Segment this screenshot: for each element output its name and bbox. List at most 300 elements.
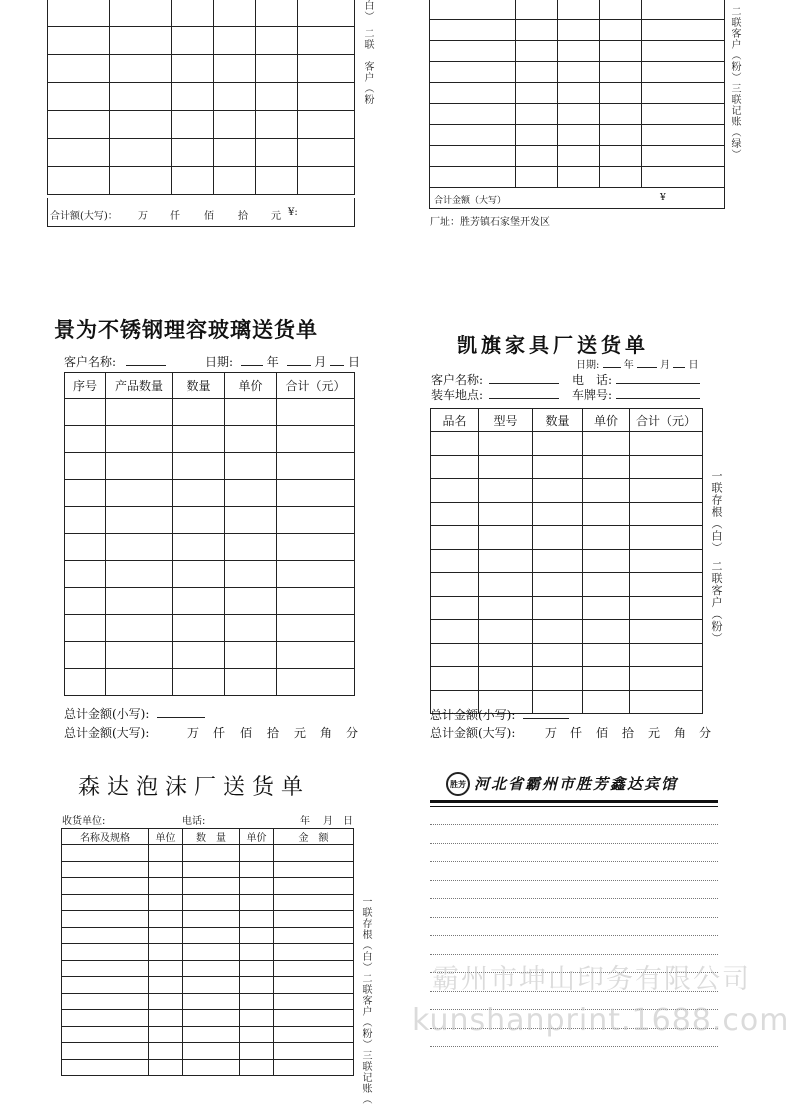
panel-1-table-cell[interactable]	[298, 167, 355, 195]
panel-2-table-cell[interactable]	[558, 104, 600, 125]
panel-4-table-cell[interactable]	[583, 455, 630, 479]
panel-5-table-cell[interactable]	[183, 1010, 240, 1027]
panel-4-table-cell[interactable]	[630, 549, 703, 573]
panel-5-table-cell[interactable]	[183, 861, 240, 878]
panel-3-table-cell[interactable]	[65, 615, 106, 642]
panel-2-table-cell[interactable]	[600, 41, 642, 62]
panel-5-table-cell[interactable]	[183, 1043, 240, 1060]
panel-5-table-cell[interactable]	[62, 1010, 149, 1027]
panel-3-table-cell[interactable]	[106, 534, 173, 561]
panel-5-table-cell[interactable]	[240, 960, 274, 977]
panel-2-table-cell[interactable]	[600, 104, 642, 125]
panel-2-table-cell[interactable]	[430, 41, 516, 62]
panel-4-table-cell[interactable]	[431, 432, 479, 456]
panel-2-table-cell[interactable]	[600, 125, 642, 146]
panel-1-table-cell[interactable]	[110, 167, 172, 195]
panel-5-table-cell[interactable]	[62, 878, 149, 895]
panel-2-table-cell[interactable]	[558, 83, 600, 104]
panel-5-table-row	[62, 911, 354, 928]
panel-3-table-cell[interactable]	[65, 588, 106, 615]
panel-4-table-cell[interactable]	[533, 573, 583, 597]
panel-3-table-cell[interactable]	[277, 561, 355, 588]
panel-4-table-cell[interactable]	[630, 479, 703, 503]
panel-4-table-cell[interactable]	[431, 596, 479, 620]
panel-3-table-cell[interactable]	[106, 615, 173, 642]
panel-4-table-cell[interactable]	[583, 479, 630, 503]
panel-5-table-cell[interactable]	[274, 944, 354, 961]
panel-5-table-cell[interactable]	[183, 878, 240, 895]
panel-3-table-cell[interactable]	[65, 561, 106, 588]
panel-5-table-cell[interactable]	[183, 977, 240, 994]
panel-5-table-cell[interactable]	[62, 894, 149, 911]
panel-2-table-cell[interactable]	[642, 83, 725, 104]
panel-3-table-cell[interactable]	[65, 426, 106, 453]
panel-5-table-cell[interactable]	[274, 1026, 354, 1043]
panel-1-table-cell[interactable]	[214, 0, 256, 27]
panel-5-table-cell[interactable]	[274, 861, 354, 878]
panel-4-plate-field[interactable]	[616, 387, 700, 399]
panel-3-table-cell[interactable]	[277, 642, 355, 669]
panel-5-table-cell[interactable]	[183, 927, 240, 944]
panel-5-table-cell[interactable]	[62, 1026, 149, 1043]
panel-5-table-cell[interactable]	[183, 960, 240, 977]
panel-2-table-cell[interactable]	[430, 20, 516, 41]
panel-2-table-cell[interactable]	[600, 20, 642, 41]
panel-4-table-cell[interactable]	[431, 526, 479, 550]
panel-4-table-row	[431, 455, 703, 479]
panel-1-table-cell[interactable]	[256, 0, 298, 27]
panel-5-table-cell[interactable]	[183, 894, 240, 911]
panel-3-customer-field[interactable]	[126, 354, 166, 366]
panel-1-table-cell[interactable]	[172, 139, 214, 167]
panel-2-table-row	[430, 62, 725, 83]
panel-3-table-cell[interactable]	[277, 426, 355, 453]
panel-1-table-cell[interactable]	[256, 55, 298, 83]
panel-1-table-cell[interactable]	[256, 111, 298, 139]
panel-5-table-cell[interactable]	[240, 927, 274, 944]
panel-2-table-cell[interactable]	[642, 125, 725, 146]
panel-4-table-cell[interactable]	[630, 432, 703, 456]
panel-4-phone-field[interactable]	[616, 372, 700, 384]
panel-3-table-cell[interactable]	[106, 480, 173, 507]
panel-4-table-cell[interactable]	[583, 549, 630, 573]
panel-4-table-cell[interactable]	[583, 526, 630, 550]
panel-2-table-cell[interactable]	[600, 83, 642, 104]
panel-2-table-cell[interactable]	[558, 146, 600, 167]
panel-4-table-cell[interactable]	[583, 596, 630, 620]
panel-3-table-cell[interactable]	[106, 453, 173, 480]
panel-3-table-cell[interactable]	[225, 534, 277, 561]
panel-2-table-cell[interactable]	[516, 83, 558, 104]
panel-5-table-cell[interactable]	[274, 911, 354, 928]
panel-3-total-small-label: 总计金额(小写):	[64, 707, 150, 721]
panel-5-table-cell[interactable]	[183, 944, 240, 961]
panel-5-table-cell[interactable]	[62, 927, 149, 944]
panel-5-table-cell[interactable]	[149, 1059, 183, 1076]
panel-1-table-cell[interactable]	[214, 55, 256, 83]
panel-2-table-cell[interactable]	[600, 146, 642, 167]
panel-5-table-cell[interactable]	[274, 1059, 354, 1076]
panel-5-table-cell[interactable]	[274, 993, 354, 1010]
panel-3-table-cell[interactable]	[277, 588, 355, 615]
panel-3-table-cell[interactable]	[277, 480, 355, 507]
panel-1-table-cell[interactable]	[172, 83, 214, 111]
panel-3-table-cell[interactable]	[173, 426, 225, 453]
panel-2-table-cell[interactable]	[642, 41, 725, 62]
panel-1-table-cell[interactable]	[172, 55, 214, 83]
panel-4-table-cell[interactable]	[583, 690, 630, 714]
panel-2-table-cell[interactable]	[558, 41, 600, 62]
panel-4-table-cell[interactable]	[479, 526, 533, 550]
panel-1-table-cell[interactable]	[48, 55, 110, 83]
panel-3-table-cell[interactable]	[65, 480, 106, 507]
panel-2-table-cell[interactable]	[600, 167, 642, 188]
panel-4-location-label: 装车地点:	[431, 388, 484, 402]
panel-1-table-cell[interactable]	[48, 83, 110, 111]
panel-2-table-cell[interactable]	[430, 125, 516, 146]
panel-1-table-cell[interactable]	[256, 139, 298, 167]
panel-5-table-cell[interactable]	[149, 944, 183, 961]
panel-3-table-cell[interactable]	[225, 588, 277, 615]
panel-4-table-cell[interactable]	[630, 667, 703, 691]
panel-2-table-cell[interactable]	[516, 41, 558, 62]
panel-5-table-cell[interactable]	[149, 993, 183, 1010]
letterhead-dotted-line	[430, 880, 718, 881]
panel-3-table-cell[interactable]	[173, 615, 225, 642]
panel-5-table-cell[interactable]	[240, 977, 274, 994]
panel-3-table-row	[65, 480, 355, 507]
panel-3-table-row	[65, 561, 355, 588]
panel-3-table-cell[interactable]	[225, 453, 277, 480]
panel-2-table-cell[interactable]	[600, 0, 642, 20]
panel-1-table-cell[interactable]	[110, 55, 172, 83]
panel-4-table-cell[interactable]	[479, 667, 533, 691]
panel-5-table-cell[interactable]	[62, 993, 149, 1010]
panel-4-table-cell[interactable]	[431, 549, 479, 573]
panel-2-table-cell[interactable]	[642, 20, 725, 41]
panel-3-table-cell[interactable]	[173, 399, 225, 426]
panel-4-table-cell[interactable]	[479, 455, 533, 479]
panel-3-table-cell[interactable]	[225, 399, 277, 426]
panel-5-table-cell[interactable]	[62, 1043, 149, 1060]
panel-4-table-cell[interactable]	[583, 643, 630, 667]
panel-5-table-cell[interactable]	[149, 1043, 183, 1060]
panel-5-table-cell[interactable]	[274, 927, 354, 944]
panel-4-table-cell[interactable]	[583, 432, 630, 456]
panel-2-table-cell[interactable]	[558, 0, 600, 20]
panel-3-table-cell[interactable]	[65, 507, 106, 534]
panel-4-table-cell[interactable]	[479, 620, 533, 644]
panel-3-table-cell[interactable]	[173, 534, 225, 561]
panel-2-table-cell[interactable]	[516, 125, 558, 146]
watermark-company: 霸州市坤山印务有限公司	[432, 964, 751, 995]
panel-5-table-cell[interactable]	[149, 977, 183, 994]
panel-4-table-cell[interactable]	[630, 690, 703, 714]
panel-3-table-cell[interactable]	[65, 642, 106, 669]
panel-1-table-cell[interactable]	[214, 111, 256, 139]
panel-5-table-cell[interactable]	[240, 861, 274, 878]
panel-4-table-cell[interactable]	[630, 596, 703, 620]
panel-4-table-cell[interactable]	[533, 667, 583, 691]
panel-4-table-cell[interactable]	[583, 573, 630, 597]
panel-1-table-cell[interactable]	[172, 167, 214, 195]
panel-5-table-cell[interactable]	[274, 960, 354, 977]
panel-3-table-cell[interactable]	[65, 453, 106, 480]
panel-4-table-cell[interactable]	[431, 620, 479, 644]
panel-3-table-cell[interactable]	[225, 507, 277, 534]
panel-3-table-cell[interactable]	[106, 426, 173, 453]
panel-3-table-cell[interactable]	[225, 426, 277, 453]
panel-5-table-cell[interactable]	[240, 944, 274, 961]
panel-4-year-field[interactable]	[603, 358, 621, 368]
panel-5-table-cell[interactable]	[62, 977, 149, 994]
panel-3-table-cell[interactable]	[277, 507, 355, 534]
panel-5-table-cell[interactable]	[62, 861, 149, 878]
panel-5-table-cell[interactable]	[240, 1043, 274, 1060]
panel-2-table-cell[interactable]	[430, 167, 516, 188]
panel-5-table-cell[interactable]	[62, 960, 149, 977]
panel-2-table-cell[interactable]	[516, 146, 558, 167]
panel-2-table-cell[interactable]	[516, 20, 558, 41]
panel-3-table-cell[interactable]	[65, 399, 106, 426]
panel-2-table-cell[interactable]	[430, 104, 516, 125]
panel-4-table-cell[interactable]	[533, 596, 583, 620]
panel-4-table-cell[interactable]	[479, 502, 533, 526]
panel-5-table-row	[62, 927, 354, 944]
panel-4-month-field[interactable]	[637, 358, 657, 368]
panel-1-table-cell[interactable]	[256, 83, 298, 111]
panel-5-table-cell[interactable]	[149, 861, 183, 878]
panel-5-table-cell[interactable]	[149, 845, 183, 862]
panel-1-table-cell[interactable]	[256, 27, 298, 55]
panel-5-table-cell[interactable]	[274, 1043, 354, 1060]
panel-4-table-cell[interactable]	[431, 455, 479, 479]
panel-5-table-cell[interactable]	[183, 845, 240, 862]
panel-2-table-cell[interactable]	[558, 125, 600, 146]
panel-3-table-cell[interactable]	[106, 561, 173, 588]
panel-5-table-cell[interactable]	[62, 1059, 149, 1076]
panel-3-total-small-field[interactable]	[157, 706, 205, 718]
panel-4-day-field[interactable]	[673, 358, 685, 368]
panel-5-table-cell[interactable]	[240, 911, 274, 928]
panel-4-table-cell[interactable]	[431, 479, 479, 503]
panel-2-table-cell[interactable]	[642, 167, 725, 188]
panel-1-table-cell[interactable]	[214, 139, 256, 167]
panel-4-table-cell[interactable]	[479, 479, 533, 503]
panel-5-table-cell[interactable]	[274, 845, 354, 862]
panel-2-table-cell[interactable]	[430, 0, 516, 20]
panel-5-table-cell[interactable]	[149, 911, 183, 928]
panel-2-table-cell[interactable]	[642, 146, 725, 167]
panel-5-table-cell[interactable]	[149, 1010, 183, 1027]
panel-3-table-cell[interactable]	[225, 480, 277, 507]
panel-3-table-cell[interactable]	[173, 642, 225, 669]
panel-5-table-cell[interactable]	[274, 894, 354, 911]
panel-4-table-cell[interactable]	[479, 573, 533, 597]
panel-1-table-cell[interactable]	[110, 111, 172, 139]
panel-3-table-cell[interactable]	[277, 669, 355, 696]
panel-1-table-cell[interactable]	[298, 111, 355, 139]
panel-5-table-cell[interactable]	[62, 944, 149, 961]
panel-5-table-cell[interactable]	[62, 911, 149, 928]
panel-2-table-cell[interactable]	[516, 62, 558, 83]
panel-3-table-cell[interactable]	[225, 615, 277, 642]
panel-1-table-cell[interactable]	[172, 111, 214, 139]
panel-5-table-cell[interactable]	[240, 1026, 274, 1043]
panel-3-day-field[interactable]	[330, 354, 344, 366]
panel-4-table-cell[interactable]	[479, 643, 533, 667]
panel-1-table-cell[interactable]	[48, 27, 110, 55]
panel-1-table-cell[interactable]	[298, 55, 355, 83]
panel-2-table	[429, 0, 725, 188]
panel-4-table-cell[interactable]	[533, 455, 583, 479]
panel-4-table-cell[interactable]	[431, 667, 479, 691]
panel-3-table-cell[interactable]	[173, 480, 225, 507]
panel-1-table-cell[interactable]	[298, 139, 355, 167]
panel-1-table-cell[interactable]	[48, 139, 110, 167]
panel-4-table-cell[interactable]	[431, 502, 479, 526]
panel-5-table-cell[interactable]	[183, 1026, 240, 1043]
panel-1-table-cell[interactable]	[48, 111, 110, 139]
panel-2-table-cell[interactable]	[430, 146, 516, 167]
panel-2-table-cell[interactable]	[430, 83, 516, 104]
panel-3-table-cell[interactable]	[173, 669, 225, 696]
panel-4-table-cell[interactable]	[630, 526, 703, 550]
panel-3-table-cell[interactable]	[173, 453, 225, 480]
panel-2-table-cell[interactable]	[558, 20, 600, 41]
panel-3-month-field[interactable]	[287, 354, 311, 366]
panel-4-customer-field[interactable]	[489, 372, 559, 384]
panel-4-table-cell[interactable]	[533, 549, 583, 573]
panel-5-table-cell[interactable]	[62, 845, 149, 862]
panel-4-table-cell[interactable]	[583, 620, 630, 644]
panel-4-table-cell[interactable]	[533, 643, 583, 667]
panel-1-table-cell[interactable]	[110, 139, 172, 167]
panel-4-table-cell[interactable]	[583, 667, 630, 691]
panel-4-table-cell[interactable]	[630, 455, 703, 479]
panel-5-table-cell[interactable]	[149, 878, 183, 895]
panel-5-table-cell[interactable]	[274, 878, 354, 895]
panel-3-table-cell[interactable]	[106, 399, 173, 426]
panel-5-table-cell[interactable]	[274, 1010, 354, 1027]
panel-4-location-field[interactable]	[489, 387, 559, 399]
panel-1-table-cell[interactable]	[48, 167, 110, 195]
panel-1-table-cell[interactable]	[214, 27, 256, 55]
panel-5-table-cell[interactable]	[183, 993, 240, 1010]
panel-4-table-cell[interactable]	[479, 432, 533, 456]
panel-3-table-cell[interactable]	[173, 507, 225, 534]
panel-4-table-cell[interactable]	[533, 620, 583, 644]
panel-5-table-cell[interactable]	[149, 1026, 183, 1043]
panel-4-table-cell[interactable]	[479, 596, 533, 620]
panel-2-table-cell[interactable]	[516, 0, 558, 20]
panel-1-table-cell[interactable]	[48, 0, 110, 27]
panel-1-table-cell[interactable]	[110, 27, 172, 55]
panel-3-table-cell[interactable]	[106, 588, 173, 615]
panel-3-table-cell[interactable]	[277, 615, 355, 642]
panel-4-table-row	[431, 432, 703, 456]
letterhead-dotted-line	[430, 861, 718, 862]
panel-3-table-cell[interactable]	[106, 669, 173, 696]
panel-1-table-cell[interactable]	[214, 167, 256, 195]
panel-2-table-cell[interactable]	[642, 0, 725, 20]
panel-3-table-cell[interactable]	[173, 561, 225, 588]
panel-4-table-cell[interactable]	[479, 549, 533, 573]
panel-5-table-cell[interactable]	[149, 894, 183, 911]
panel-4-title: 凯旗家具厂送货单	[457, 333, 649, 357]
panel-5-table-cell[interactable]	[240, 1059, 274, 1076]
panel-4-table-cell[interactable]	[533, 479, 583, 503]
panel-4-table-cell[interactable]	[630, 502, 703, 526]
panel-5-table-cell[interactable]	[240, 993, 274, 1010]
panel-2-table-cell[interactable]	[516, 167, 558, 188]
panel-4-table-cell[interactable]	[630, 643, 703, 667]
panel-4-table-cell[interactable]	[533, 432, 583, 456]
panel-5-table-cell[interactable]	[240, 845, 274, 862]
panel-3-table-cell[interactable]	[225, 561, 277, 588]
panel-5-table-cell[interactable]	[274, 977, 354, 994]
panel-4-table-cell[interactable]	[533, 526, 583, 550]
panel-4-table-cell[interactable]	[431, 573, 479, 597]
panel-1-table-cell[interactable]	[110, 0, 172, 27]
panel-2-table-cell[interactable]	[430, 62, 516, 83]
panel-3-table-cell[interactable]	[106, 642, 173, 669]
panel-2-table-cell[interactable]	[558, 167, 600, 188]
panel-4-table-cell[interactable]	[533, 502, 583, 526]
panel-3-table-cell[interactable]	[65, 534, 106, 561]
panel-4-table-cell[interactable]	[630, 620, 703, 644]
panel-4-table-row	[431, 620, 703, 644]
panel-5-header-amount: 金 额	[274, 829, 354, 845]
panel-3-table-cell[interactable]	[173, 588, 225, 615]
panel-4-header-total: 合计（元）	[630, 409, 703, 432]
panel-4-table-cell[interactable]	[583, 502, 630, 526]
panel-5-table-cell[interactable]	[240, 878, 274, 895]
panel-2-table-cell[interactable]	[600, 62, 642, 83]
panel-3-table-cell[interactable]	[277, 399, 355, 426]
panel-4-table-cell[interactable]	[431, 643, 479, 667]
panel-1-table-cell[interactable]	[298, 83, 355, 111]
panel-2-table-cell[interactable]	[642, 62, 725, 83]
panel-1-table-cell[interactable]	[298, 27, 355, 55]
panel-4-table-cell[interactable]	[630, 573, 703, 597]
panel-1-table-cell[interactable]	[172, 27, 214, 55]
panel-5-table-cell[interactable]	[183, 911, 240, 928]
panel-1-table-cell[interactable]	[298, 0, 355, 27]
panel-4-total-small-field[interactable]	[523, 707, 569, 719]
panel-2-table-cell[interactable]	[516, 104, 558, 125]
panel-3-table-cell[interactable]	[277, 534, 355, 561]
panel-2-table-cell[interactable]	[558, 62, 600, 83]
panel-5-table-cell[interactable]	[240, 894, 274, 911]
panel-1-table-cell[interactable]	[214, 83, 256, 111]
panel-5-table-cell[interactable]	[149, 927, 183, 944]
panel-2-table-cell[interactable]	[642, 104, 725, 125]
panel-5-table-cell[interactable]	[183, 1059, 240, 1076]
panel-3-table-cell[interactable]	[225, 642, 277, 669]
panel-3-table-cell[interactable]	[277, 453, 355, 480]
panel-3-table-cell[interactable]	[225, 669, 277, 696]
panel-2-table-row	[430, 0, 725, 20]
panel-5-table-cell[interactable]	[149, 960, 183, 977]
panel-3-table-cell[interactable]	[65, 669, 106, 696]
panel-5-table-cell[interactable]	[240, 1010, 274, 1027]
panel-1-table-cell[interactable]	[256, 167, 298, 195]
panel-1-table-cell[interactable]	[172, 0, 214, 27]
panel-3-table-cell[interactable]	[106, 507, 173, 534]
panel-3-year-field[interactable]	[241, 354, 263, 366]
panel-1-table-cell[interactable]	[110, 83, 172, 111]
